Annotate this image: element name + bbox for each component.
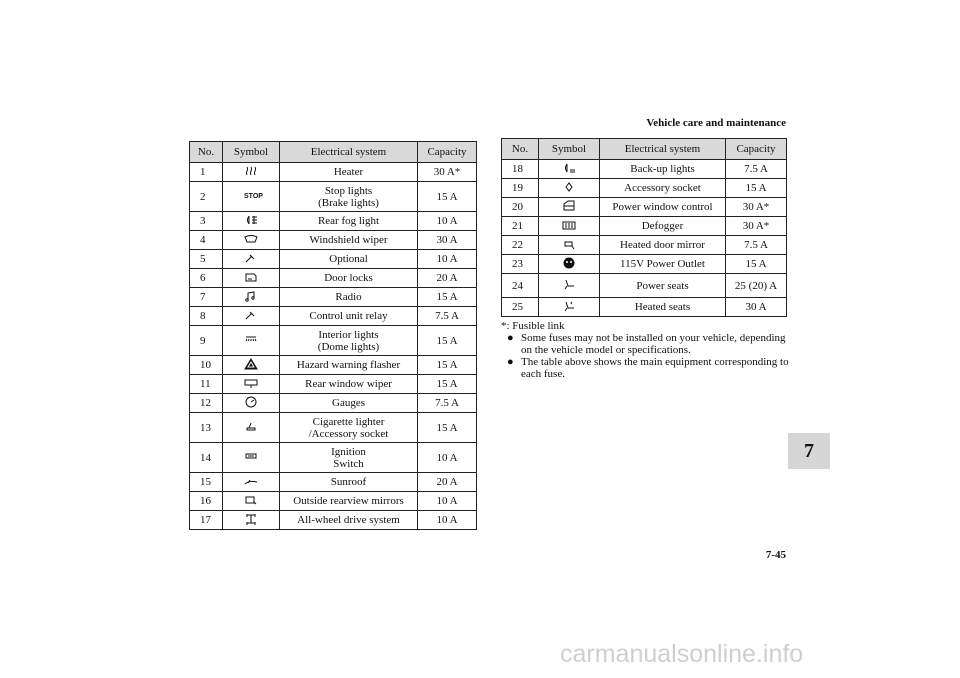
- capacity: 15 A: [418, 326, 477, 356]
- electrical-system: Cigarette lighter /Accessory socket: [280, 413, 418, 443]
- col-system-header: Electrical system: [600, 139, 726, 160]
- radio-icon: [244, 290, 258, 302]
- fuse-number: 17: [190, 511, 223, 530]
- capacity: 20 A: [418, 269, 477, 288]
- symbol-cell: [223, 473, 280, 492]
- heater-icon: [244, 165, 258, 177]
- electrical-system: Gauges: [280, 394, 418, 413]
- capacity: 25 (20) A: [726, 274, 787, 298]
- symbol-cell: [223, 182, 280, 212]
- table-row: [190, 492, 477, 511]
- fuse-table-left: [189, 141, 477, 530]
- note-bullet: [501, 356, 791, 380]
- electrical-system: Heated door mirror: [600, 236, 726, 255]
- electrical-system: Heated seats: [600, 298, 726, 317]
- door-lock-icon: [244, 271, 258, 283]
- rear-wiper-icon: [244, 377, 258, 389]
- table-row: [190, 326, 477, 356]
- fuse-number: 20: [502, 198, 539, 217]
- capacity: 15 A: [418, 288, 477, 307]
- table-row: [190, 250, 477, 269]
- optional-plug-icon: [244, 252, 258, 264]
- defogger-icon: [562, 219, 576, 231]
- col-no-header: No.: [502, 139, 539, 160]
- fuse-table-right: [501, 138, 787, 317]
- rear-fog-light-icon: [244, 214, 258, 226]
- electrical-system: Sunroof: [280, 473, 418, 492]
- electrical-system: Defogger: [600, 217, 726, 236]
- table-row: [190, 356, 477, 375]
- capacity: 30 A*: [726, 217, 787, 236]
- capacity: 30 A: [418, 231, 477, 250]
- fuse-number: 6: [190, 269, 223, 288]
- capacity: 7.5 A: [726, 160, 787, 179]
- table-row: [190, 231, 477, 250]
- electrical-system: Back-up lights: [600, 160, 726, 179]
- symbol-cell: [223, 413, 280, 443]
- fuse-number: 4: [190, 231, 223, 250]
- note-text: The table above shows the main equipment corresponding to each fuse.: [521, 356, 789, 380]
- col-system-header: Electrical system: [280, 142, 418, 163]
- symbol-cell: [539, 179, 600, 198]
- note-text: Some fuses may not be installed on your vehicle, depending on the vehicle model or specifications.: [521, 332, 786, 356]
- symbol-cell: [223, 394, 280, 413]
- capacity: 7.5 A: [726, 236, 787, 255]
- page-number: 7-45: [765, 549, 786, 561]
- capacity: 15 A: [418, 375, 477, 394]
- electrical-system: Windshield wiper: [280, 231, 418, 250]
- electrical-system: Hazard warning flasher: [280, 356, 418, 375]
- table-header-row: [190, 142, 477, 163]
- capacity: 15 A: [418, 356, 477, 375]
- hazard-icon: [244, 358, 258, 370]
- capacity: 10 A: [418, 511, 477, 530]
- bullet-dot: ●: [507, 356, 514, 368]
- fuse-number: 21: [502, 217, 539, 236]
- capacity: 30 A*: [418, 163, 477, 182]
- symbol-cell: [223, 231, 280, 250]
- symbol-cell: [539, 160, 600, 179]
- electrical-system: Power window control: [600, 198, 726, 217]
- fuse-number: 15: [190, 473, 223, 492]
- electrical-system: Optional: [280, 250, 418, 269]
- fuse-number: 19: [502, 179, 539, 198]
- symbol-cell: [539, 198, 600, 217]
- fuse-number: 16: [190, 492, 223, 511]
- fuse-number: 18: [502, 160, 539, 179]
- symbol-cell: [223, 269, 280, 288]
- page-header: Vehicle care and maintenance: [646, 117, 786, 129]
- fuse-number: 11: [190, 375, 223, 394]
- electrical-system: Control unit relay: [280, 307, 418, 326]
- capacity: 30 A: [726, 298, 787, 317]
- electrical-system: Accessory socket: [600, 179, 726, 198]
- symbol-cell: [223, 492, 280, 511]
- symbol-cell: [223, 250, 280, 269]
- col-no-header: No.: [190, 142, 223, 163]
- power-window-icon: [562, 200, 576, 212]
- svg-text:STOP: STOP: [244, 193, 263, 200]
- fuse-number: 25: [502, 298, 539, 317]
- table-row: [190, 473, 477, 492]
- table-row: [190, 307, 477, 326]
- table-row: [190, 212, 477, 231]
- capacity: 20 A: [418, 473, 477, 492]
- table-row: [190, 511, 477, 530]
- heated-mirror-icon: [562, 238, 576, 250]
- fuse-number: 7: [190, 288, 223, 307]
- bullet-dot: ●: [507, 332, 514, 344]
- table-row: [502, 255, 787, 274]
- watermark: carmanualsonline.info: [560, 640, 804, 668]
- sunroof-icon: [244, 475, 258, 487]
- table-row: [502, 160, 787, 179]
- symbol-cell: [539, 255, 600, 274]
- fuse-number: 3: [190, 212, 223, 231]
- power-seat-icon: [562, 278, 576, 290]
- table-row: [502, 274, 787, 298]
- heated-seat-icon: [562, 300, 576, 312]
- capacity: 10 A: [418, 443, 477, 473]
- table-row: [190, 413, 477, 443]
- table-row: [190, 163, 477, 182]
- fuse-number: 12: [190, 394, 223, 413]
- col-capacity-header: Capacity: [726, 139, 787, 160]
- table-row: [190, 288, 477, 307]
- symbol-cell: [223, 443, 280, 473]
- table-row: [190, 269, 477, 288]
- capacity: 15 A: [418, 413, 477, 443]
- symbol-cell: [223, 163, 280, 182]
- symbol-cell: [539, 236, 600, 255]
- table-header-row: [502, 139, 787, 160]
- symbol-cell: [539, 274, 600, 298]
- electrical-system: Heater: [280, 163, 418, 182]
- electrical-system: Stop lights (Brake lights): [280, 182, 418, 212]
- capacity: 30 A*: [726, 198, 787, 217]
- electrical-system: Door locks: [280, 269, 418, 288]
- capacity: 10 A: [418, 492, 477, 511]
- power-outlet-icon: [562, 257, 576, 269]
- fuse-number: 8: [190, 307, 223, 326]
- relay-plug-icon: [244, 309, 258, 321]
- capacity: 15 A: [418, 182, 477, 212]
- fuse-number: 10: [190, 356, 223, 375]
- fuse-number: 13: [190, 413, 223, 443]
- electrical-system: Radio: [280, 288, 418, 307]
- fuse-number: 5: [190, 250, 223, 269]
- fusible-link-note: *: Fusible link: [501, 320, 565, 332]
- outside-mirror-icon: [244, 494, 258, 506]
- symbol-cell: [223, 307, 280, 326]
- back-up-light-icon: [562, 162, 576, 174]
- electrical-system: Ignition Switch: [280, 443, 418, 473]
- table-row: [502, 198, 787, 217]
- symbol-cell: [539, 298, 600, 317]
- capacity: 15 A: [726, 179, 787, 198]
- stop-icon: [244, 189, 263, 201]
- table-row: [190, 182, 477, 212]
- electrical-system: Outside rearview mirrors: [280, 492, 418, 511]
- fuse-number: 23: [502, 255, 539, 274]
- electrical-system: Interior lights (Dome lights): [280, 326, 418, 356]
- col-symbol-header: Symbol: [539, 139, 600, 160]
- interior-light-icon: [244, 333, 258, 345]
- accessory-socket-icon: [562, 181, 576, 193]
- gauge-icon: [244, 396, 258, 408]
- cigarette-lighter-icon: [244, 420, 258, 432]
- windshield-wiper-icon: [244, 233, 258, 245]
- symbol-cell: [223, 326, 280, 356]
- electrical-system: Rear window wiper: [280, 375, 418, 394]
- capacity: 7.5 A: [418, 307, 477, 326]
- table-row: [190, 375, 477, 394]
- fuse-number: 14: [190, 443, 223, 473]
- symbol-cell: [539, 217, 600, 236]
- symbol-cell: [223, 511, 280, 530]
- table-row: [502, 217, 787, 236]
- fuse-number: 1: [190, 163, 223, 182]
- notes-block: [501, 320, 791, 380]
- ignition-key-icon: [244, 450, 258, 462]
- fuse-number: 9: [190, 326, 223, 356]
- table-row: [502, 236, 787, 255]
- fuse-number: 2: [190, 182, 223, 212]
- fuse-number: 22: [502, 236, 539, 255]
- symbol-cell: [223, 288, 280, 307]
- table-row: [190, 443, 477, 473]
- section-tab: 7: [788, 433, 830, 469]
- capacity: 10 A: [418, 212, 477, 231]
- table-row: [502, 179, 787, 198]
- capacity: 15 A: [726, 255, 787, 274]
- col-capacity-header: Capacity: [418, 142, 477, 163]
- note-bullet: [501, 332, 791, 356]
- symbol-cell: [223, 356, 280, 375]
- table-row: [190, 394, 477, 413]
- table-row: [502, 298, 787, 317]
- symbol-cell: [223, 375, 280, 394]
- electrical-system: 115V Power Outlet: [600, 255, 726, 274]
- electrical-system: All-wheel drive system: [280, 511, 418, 530]
- electrical-system: Power seats: [600, 274, 726, 298]
- col-symbol-header: Symbol: [223, 142, 280, 163]
- capacity: 10 A: [418, 250, 477, 269]
- electrical-system: Rear fog light: [280, 212, 418, 231]
- awd-icon: [244, 513, 258, 525]
- fuse-number: 24: [502, 274, 539, 298]
- symbol-cell: [223, 212, 280, 231]
- capacity: 7.5 A: [418, 394, 477, 413]
